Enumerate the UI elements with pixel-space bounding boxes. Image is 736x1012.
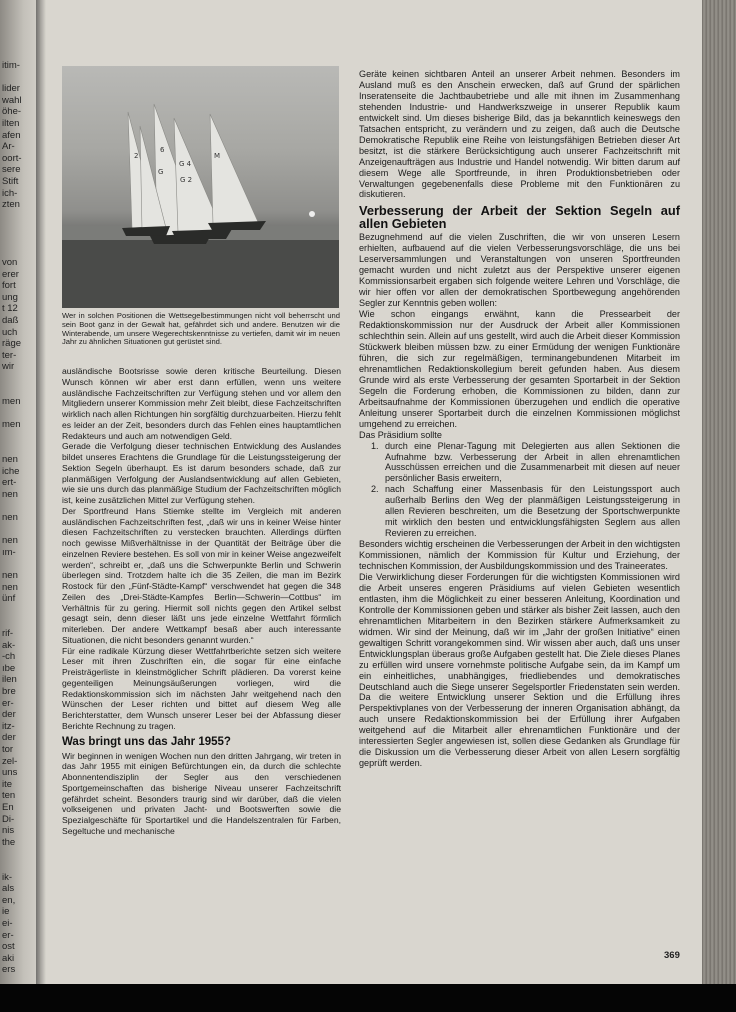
- sailboat-race-photo: [62, 66, 339, 308]
- paragraph: Gerade die Verfolgung dieser technischen Entwicklung des Auslandes bildet unseres Erachtens die Grundlage für die Leistungssteigerung der Sektion Segeln überhaupt. Es ist darum besonders schade, daß zur planmäßigen Verfolgung der Auslandsentwicklung auf allen Gebieten, wie sie uns durch das planmäßige Studium der Fachzeitschriften möglich ist, keine zusätzlichen Mittel zur Verfügung stehen.: [62, 441, 341, 505]
- sailboats-illustration: [62, 66, 339, 308]
- fragment-line: t 12: [2, 303, 18, 315]
- fragment-line: er-: [2, 697, 14, 709]
- fragment-line: [2, 524, 36, 536]
- fragment-line: ers: [2, 964, 16, 976]
- fragment-line: itim-: [2, 60, 20, 71]
- list-number: 2.: [371, 484, 379, 495]
- fragment-line: ak-: [2, 639, 16, 651]
- fragment-line: erer: [2, 268, 19, 280]
- fragment-line: räge: [2, 338, 22, 350]
- fragment-line: nen: [2, 512, 18, 524]
- fragment-line: [2, 559, 36, 571]
- fragment-line: en,: [2, 894, 16, 906]
- fragment-line: [2, 860, 36, 872]
- fragment-line: ilten: [2, 117, 20, 129]
- fragment-line: [2, 72, 36, 84]
- fragment-line: oort-: [2, 152, 22, 164]
- fragment-line: [2, 501, 36, 513]
- fragment-line: Stift: [2, 175, 19, 187]
- fragment-line: rif-: [2, 628, 14, 640]
- previous-page-column-fragment: [2, 60, 36, 976]
- fragment-line: itz-: [2, 720, 15, 732]
- fragment-line: -ch: [2, 651, 16, 663]
- fragment-line: nen: [2, 535, 18, 547]
- fragment-line: the: [2, 836, 16, 848]
- sail-number: 6: [160, 146, 165, 154]
- fragment-line: von: [2, 257, 18, 269]
- sail-number: G: [158, 168, 164, 176]
- list-number: 1.: [371, 440, 379, 451]
- fragment-line: [2, 605, 36, 617]
- fragment-line: öhe-: [2, 106, 22, 118]
- fragment-line: [2, 222, 36, 234]
- page-stack-edge: [702, 0, 736, 1012]
- fragment-line: uch: [2, 326, 18, 338]
- fragment-line: afen: [2, 129, 21, 141]
- fragment-line: bre: [2, 686, 16, 698]
- fragment-line: nis: [2, 825, 15, 837]
- sail-number: G 2: [180, 176, 193, 184]
- fragment-line: nen: [2, 454, 18, 466]
- fragment-line: zten: [2, 199, 20, 211]
- fragment-line: ilen: [2, 674, 17, 686]
- sail-number: M: [214, 152, 221, 160]
- fragment-line: Ar-: [2, 141, 15, 153]
- fragment-line: er-: [2, 929, 14, 941]
- fragment-line: zel-: [2, 755, 18, 767]
- paragraph: ausländische Bootsrisse sowie deren kritische Beurteilung. Diesen Wunsch können wir aber erst dann erfüllen, wenn uns weitere ausländische Fachzeitschriften zur Verfügung stehen und vor allem den Mitgliedern unserer Kommission mehr Zeit bleibt, diese Fachzeitschriften wirklich nach allen Richtungen hin sorgfältig durchzuarbeiten. Hierzu fehlt es leider an der Zeit, besonders durch das Fehlen eines hauptamtlichen Redakteurs und auch am notwendigen Geld.: [62, 366, 341, 441]
- fragment-line: lider: [2, 83, 20, 95]
- list-item: [359, 484, 680, 539]
- fragment-line: [2, 617, 36, 629]
- fragment-line: tor: [2, 744, 14, 756]
- fragment-line: [2, 443, 36, 455]
- fragment-line: [2, 385, 36, 397]
- section-heading: Verbesserung der Arbeit der Sektion Segeln auf allen Gebieten: [359, 203, 680, 232]
- fragment-line: wahl: [2, 94, 22, 106]
- fragment-line: [2, 246, 36, 258]
- fragment-line: ik-: [2, 871, 13, 883]
- paragraph: Geräte keinen sichtbaren Anteil an unserer Arbeit nehmen. Besonders im Ausland muß es den Anschein erwecken, daß auf Grund der spärlichen Inseratenseite die Jachtbaubetriebe und alle mit ihnen im Zusammenhang stehenden Industrie- und Handwerkszweige in unserer Republik kaum entwickelt sind. Um dieses bisherige Bild, das ja bekanntlich keineswegs den Tatsachen entspricht, zu verändern und zu zeigen, daß auch die Deutsche Demokratische Republik eine Reihe von leistungsfähigen Betrieben dieser Art besitzt, ist die stärkere Berücksichtigung auch unserer Fachzeitschrift mit Anzeigenaufträgen aus Industrie und Handel notwendig. Wir bitten darum auf diesem Wege alle Sportfreunde, in ihren Produktionsbetrieben oder Verwaltungen gegebenenfalls diese Probleme mit den Funktionären zu diskutieren.: [359, 69, 680, 200]
- page-number: 369: [664, 950, 680, 961]
- fragment-line: als: [2, 883, 15, 895]
- fragment-line: der: [2, 709, 16, 721]
- fragment-line: ıbe: [2, 662, 16, 674]
- gutter-shadow: [36, 0, 46, 1012]
- fragment-line: men: [2, 396, 21, 408]
- fragment-line: [2, 408, 36, 420]
- right-text-column: [359, 69, 680, 769]
- left-text-column: [62, 366, 341, 837]
- fragment-line: ost: [2, 941, 15, 953]
- fragment-line: ert-: [2, 477, 17, 489]
- paragraph: Für eine radikale Kürzung dieser Wettfahrtberichte setzen sich weitere Leser mit ihren Zuschriften ein, die sogar für eine einfache Preisträgerliste in kleinstmöglicher Schrift plädieren. Da vorerst keine gegenteiligen Meinungsäußerungen vorliegen, wird die Redaktionskommission sich im nächsten Jahr weitgehend nach den Wünschen der Leser richten und bittet auf diesem Weg alle Berichterstatter, dem Wunsch unserer Leser bei der Abfassung dieser Berichte Rechnung zu tragen.: [62, 645, 341, 731]
- list-text: nach Schaffung einer Massenbasis für den Leistungssport auch außerhalb Berlins den Weg der planmäßigen Leistungssteigerung in allen Revieren beschreiten, um die Besetzung der Sportschwerpunkte mit wirklich den besten und entwicklungsfähigsten Seglern aus allen Revieren zu erreichen.: [385, 484, 680, 539]
- fragment-line: [2, 373, 36, 385]
- fragment-line: daß: [2, 315, 19, 327]
- paragraph: Wie schon eingangs erwähnt, kann die Pressearbeit der Redaktionskommission nur der Ausdruck der Arbeit aller Kommissionen schlechthin sein. Allein auf uns gestellt, wird auch die Arbeit dieser Kommission Stückwerk bleiben müssen bzw. zu einer Ermüdung der wenigen Funktionäre führen, die sich zur regelmäßigen, terminangebundenen Mitarbeit im ehrenamtlichen Redaktionskollegium bereit gefunden haben. Aus diesem Grunde wird als erste Verbesserung der gesamten Sportarbeit in der Sektion Segeln die Forderung erhoben, die Kommissionen zu bilden, dann zur Arbeitsaufnahme der Kommissionen überzugehen und endlich die operative Anleitung unserer Sportarbeit durch die einzelnen Kommissionen möglichst umgehend zu erreichen.: [359, 309, 680, 429]
- fragment-line: men: [2, 419, 21, 431]
- list-item: [359, 441, 680, 485]
- fragment-line: uns: [2, 767, 18, 779]
- fragment-line: aki: [2, 952, 15, 964]
- paragraph: Besonders wichtig erscheinen die Verbesserungen der Arbeit in den wichtigsten Kommissionen, nämlich der Kommission für Kultur und Erziehung, der technischen Kommission, der Ausbildungskommission und des Traineerates.: [359, 539, 680, 572]
- list-text: durch eine Plenar-Tagung mit Delegierten aus allen Sektionen die Aufnahme bzw. Verbesserung der Arbeit in allen ehrenamtlichen Ausschüssen erreichen und die Zusammenarbeit mit diesen auf neuer persönlicher Basis erweitern,: [385, 440, 680, 484]
- fragment-line: [2, 848, 36, 860]
- fragment-line: nen: [2, 570, 18, 582]
- fragment-line: nen: [2, 581, 18, 593]
- fragment-line: [2, 234, 36, 246]
- sail-number: 2: [134, 152, 139, 160]
- fragment-line: sere: [2, 164, 21, 176]
- fragment-line: [2, 211, 36, 223]
- fragment-line: ten: [2, 790, 16, 802]
- paragraph: Das Präsidium sollte: [359, 429, 442, 440]
- paragraph: Bezugnehmend auf die vielen Zuschriften, die wir von unseren Lesern erhielten, aufbauend auf die vielen Verbesserungsvorschläge, die uns bei Leserversammlungen und Veranstaltungen von unseren Sportfreunden gemacht wurden und nicht zuletzt aus der Perspektive unserer eigenen Kommissionsarbeit ergaben sich folgende weitere Lehren und Vorschläge, die wir hier offen vor allen der demokratischen Sportbewegung angehörenden Segler zur Kenntnis geben wollen:: [359, 232, 680, 309]
- fragment-line: [2, 431, 36, 443]
- fragment-line: ter-: [2, 349, 17, 361]
- fragment-line: ei-: [2, 917, 13, 929]
- fragment-line: iche: [2, 465, 20, 477]
- fragment-line: ite: [2, 778, 13, 790]
- paragraph: Wir beginnen in wenigen Wochen nun den dritten Jahrgang, wir treten in das Jahr 1955 mit einigen Befürchtungen ein, da durch die schlechte Abonnentendisziplin der Segler aus den verschiedenen Sportgemeinschaften das bisherige Niveau unserer Fachzeitschrift gefährdet scheint. Besonders traurig sind wir darüber, daß die vielen volkseigenen und privaten Jacht- und Bootswerften sowie die Spezialgeschäfte für Sportartikel und die Handelszentralen für Farben, Segeltuche und mechanische: [62, 750, 341, 836]
- paragraph: Der Sportfreund Hans Stiemke stellte im Vergleich mit anderen ausländischen Fachzeitschriften fest, „daß wir uns in keiner Weise hinter diesen Fachzeitschriften zu verstecken brauchten. Allerdings dürften noch gewisse Mißverhältnisse in der Quantität der Beiträge über die einzelnen Reviere bestehen. Es soll von mir in keiner Weise angezweifelt werden“, schreibt er, „daß uns die Schwerpunkte Berlin und Schwerin überlegen sind. Trotzdem halte ich die 35 Zeilen, die man im Bezirk Rostock für den „Fünf-Städte-Kampf“ verschwendet hat gegen die 348 Zeilen des „Drei-Städte-Kampfes Berlin—Schwerin—Cottbus“ im Verhältnis für zu gering. Hiermit soll nichts gegen den Artikel selbst gesagt sein, denn dieser läßt uns jede einzelne Wettfahrt förmlich miterleben. Der andere Wettkampf besaß aber auch interessante Situationen, die nicht besonders genannt wurden.“: [62, 505, 341, 645]
- fragment-line: ünf: [2, 593, 16, 605]
- fragment-line: der: [2, 732, 16, 744]
- paragraph: Die Verwirklichung dieser Forderungen für die wichtigsten Kommissionen wird die Arbeit unseres engeren Präsidiums auf vielen Gebieten wesentlich entlasten, ihm die Möglichkeit zu einer besseren Anleitung, Koordination und Kontrolle der Kommissionen geben und stärker als bisher Zeit lassen, auch den ehrenamtlichen Mitarbeitern in den Bezirken stärkere Aufmerksamkeit zu widmen. Wir sind der Meinung, daß wir im „Jahr der großen Initiative“ einen gewaltigen Schritt vorangekommen sind. Wir wissen aber auch, daß uns unser Entwicklungsplan überaus große Aufgaben gestellt hat. Die Ziele dieses Planes zu erfüllen wird unsere vornehmste politische Aufgabe sein, da im Kampf um ein einheitliches, unabhängiges, friedliebendes und demokratisches Deutschland auch die Siege unserer Segelsportler Friedenstaten sein werden. Da die weitere Entwicklung unserer Sektion und die Erfüllung ihres Perspektivplanes von der Verbesserung der inneren Organisation abhängt, da auch unsere Redaktionskommission bei der Erfüllung ihrer Aufgaben weitgehend auf die Mitarbeit aller ehrenamtlichen Funktionäre und der interessierten Segler angewiesen ist, sollen diese Gedanken als Grundlage für die Diskussion um die Verbesserung dieser Arbeit von allen Lesern sorgfältig geprüft werden.: [359, 571, 680, 769]
- photo-caption: Wer in solchen Positionen die Wettsegelbestimmungen nicht voll beherrscht und sein Boot ganz in der Gewalt hat, gefährdet sich und andere. Benutzen wir die Winterabende, um unsere Wegerechtskenntnisse zu vertiefen, damit wir im neuen Jahr zu ähnlichen Situationen gut gerüstet sind.: [62, 311, 340, 347]
- scan-bottom-border: [0, 984, 736, 1012]
- fragment-line: wir: [2, 361, 15, 373]
- fragment-line: nen: [2, 488, 18, 500]
- fragment-line: ım-: [2, 546, 16, 558]
- fragment-line: fort: [2, 280, 16, 292]
- fragment-line: En: [2, 802, 14, 813]
- fragment-line: ie: [2, 906, 10, 918]
- fragment-line: ung: [2, 291, 18, 303]
- section-heading: Was bringt uns das Jahr 1955?: [62, 735, 231, 748]
- sail-number: G 4: [179, 160, 192, 168]
- fragment-line: Di-: [2, 813, 15, 825]
- fragment-line: ich-: [2, 187, 18, 199]
